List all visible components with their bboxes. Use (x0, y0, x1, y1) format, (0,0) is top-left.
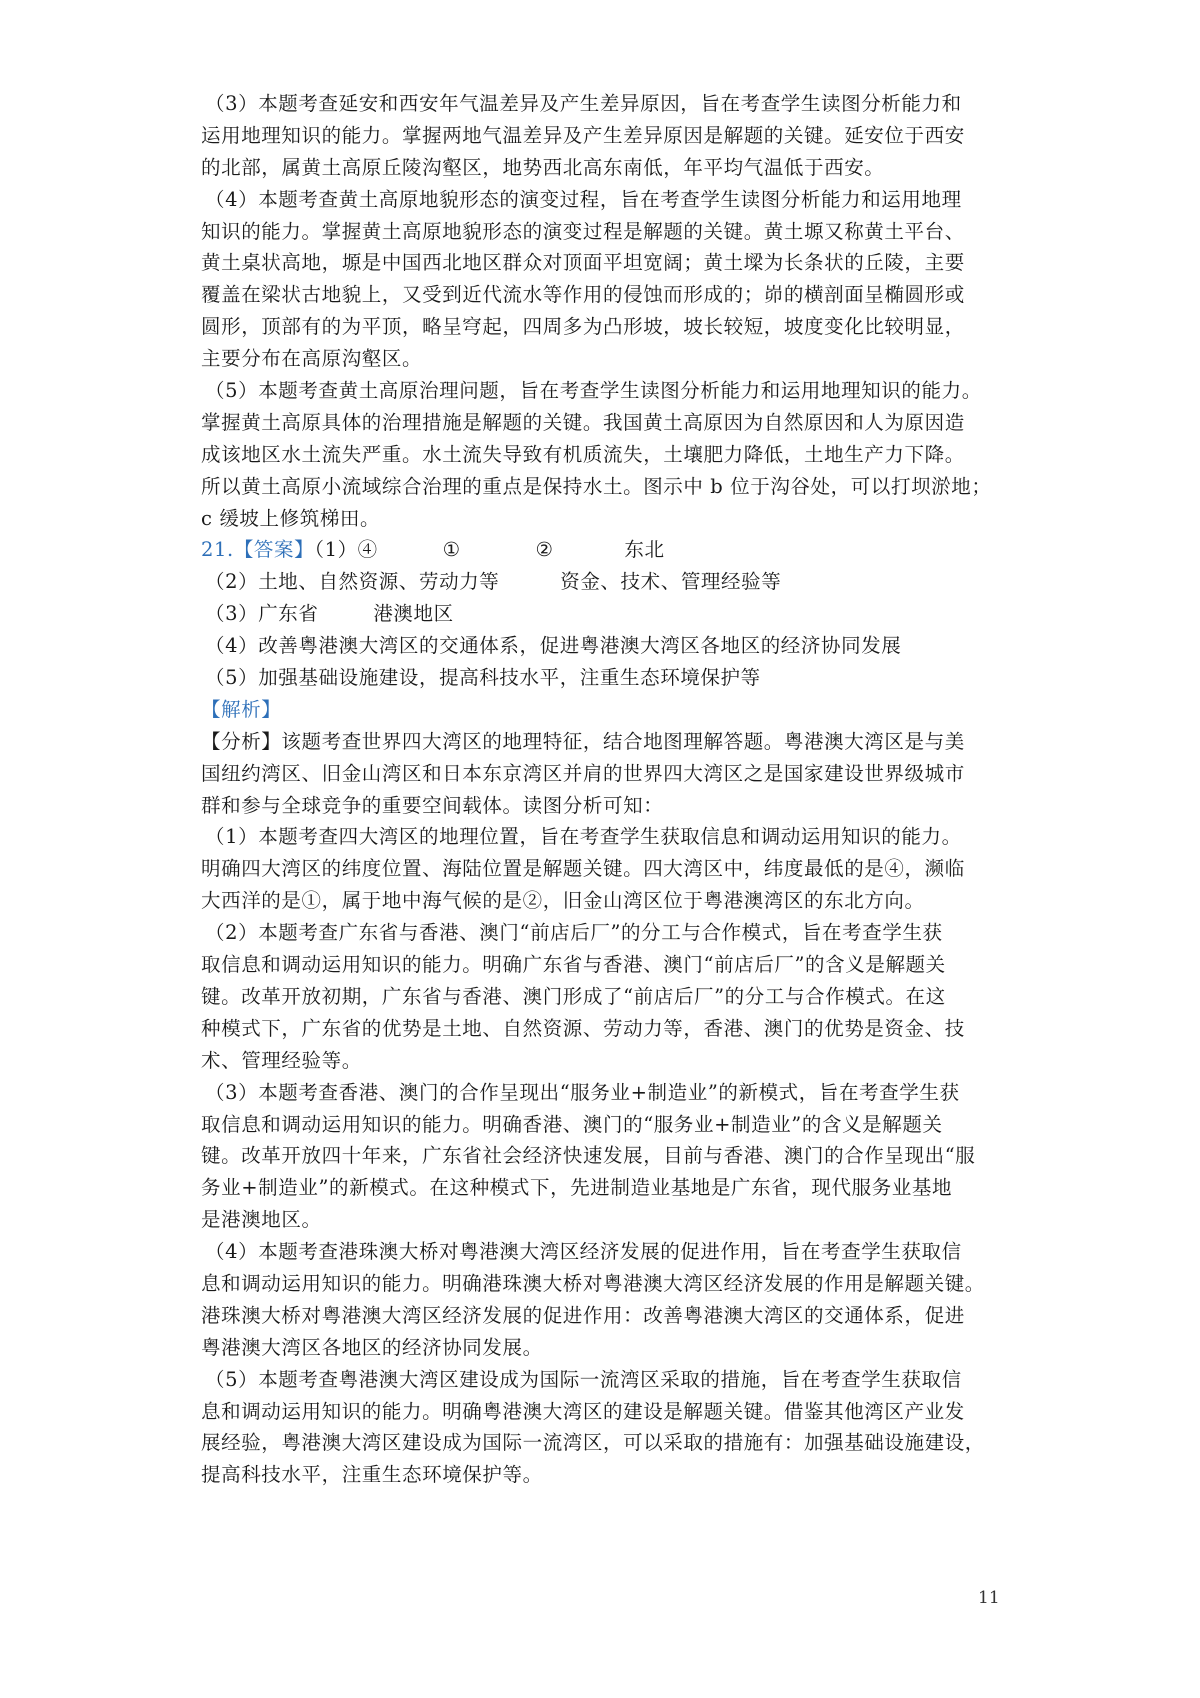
answer-tag: 【答案】 (233, 538, 315, 562)
text-line: 取信息和调动运用知识的能力。明确香港、澳门的“服务业+制造业”的含义是解题关 (201, 1112, 943, 1136)
text-line: 大西洋的是①，属于地中海气候的是②，旧金山湾区位于粤港澳湾区的东北方向。 (201, 889, 925, 913)
answer-1-d: 东北 (624, 538, 665, 562)
answer-line-5: （5）加强基础设施建设，提高科技水平，注重生态环境保护等 (205, 666, 761, 690)
answer-3-a: （3）广东省 (205, 602, 319, 626)
text-line: 种模式下，广东省的优势是土地、自然资源、劳动力等，香港、澳门的优势是资金、技 (201, 1016, 965, 1040)
text-line: 知识的能力。掌握黄土高原地貌形态的演变过程是解题的关键。黄土塬又称黄土平台、 (201, 219, 965, 243)
text-line: （1）本题考查四大湾区的地理位置，旨在考查学生获取信息和调动运用知识的能力。 (205, 825, 962, 849)
question-21 (201, 534, 1011, 1491)
answer-line-4: （4）改善粤港澳大湾区的交通体系，促进粤港澳大湾区各地区的经济协同发展 (205, 634, 902, 658)
text-line: 掌握黄土高原具体的治理措施是解题的关键。我国黄土高原因为自然原因和人为原因造 (201, 410, 965, 434)
answer-1-b: ① (442, 538, 461, 562)
text-line: 的北部，属黄土高原丘陵沟壑区，地势西北高东南低，年平均气温低于西安。 (201, 155, 885, 179)
answer-1-label: （1）④ (314, 538, 378, 562)
answer-line-2 (201, 566, 1011, 598)
text-line: 务业+制造业”的新模式。在这种模式下，先进制造业基地是广东省，现代服务业基地 (201, 1176, 953, 1200)
text-line: 覆盖在梁状古地貌上，又受到近代流水等作用的侵蚀而形成的；峁的横剖面呈椭圆形或 (201, 283, 965, 307)
text-line: 键。改革开放四十年来，广东省社会经济快速发展，目前与香港、澳门的合作呈现出“服 (201, 1144, 976, 1168)
analysis-heading (201, 694, 1011, 726)
text-line: 港珠澳大桥对粤港澳大湾区经济发展的促进作用：改善粤港澳大湾区的交通体系，促进 (201, 1303, 965, 1327)
text-line: 息和调动运用知识的能力。明确港珠澳大桥对粤港澳大湾区经济发展的作用是解题关键。 (201, 1271, 985, 1295)
text-line: 展经验，粤港澳大湾区建设成为国际一流湾区，可以采取的措施有：加强基础设施建设， (201, 1431, 985, 1455)
text-line: （5）本题考查粤港澳大湾区建设成为国际一流湾区采取的措施，旨在考查学生获取信 (205, 1367, 962, 1391)
answer-1-c: ② (535, 538, 554, 562)
text-line: 主要分布在高原沟壑区。 (201, 347, 423, 371)
question-20-analysis-tail (201, 88, 1011, 534)
text-line: （4）本题考查港珠澳大桥对粤港澳大湾区经济发展的促进作用，旨在考查学生获取信 (205, 1240, 962, 1264)
text-line: 成该地区水土流失严重。水土流失导致有机质流失，土壤肥力降低，土地生产力下降。 (201, 442, 965, 466)
text-line: （3）本题考查香港、澳门的合作呈现出“服务业+制造业”的新模式，旨在考查学生获 (205, 1080, 960, 1104)
answer-2-b: 资金、技术、管理经验等 (560, 570, 782, 594)
document-page (201, 88, 1011, 1491)
text-line: 息和调动运用知识的能力。明确粤港澳大湾区的建设是解题关键。借鉴其他湾区产业发 (201, 1399, 965, 1423)
text-line: 圆形，顶部有的为平顶，略呈穹起，四周多为凸形坡，坡长较短，坡度变化比较明显， (201, 315, 965, 339)
answer-2-a: （2）土地、自然资源、劳动力等 (205, 570, 500, 594)
text-line: 黄土桌状高地，塬是中国西北地区群众对顶面平坦宽阔；黄土墚为长条状的丘陵，主要 (201, 251, 965, 275)
text-line: c 缓坡上修筑梯田。 (201, 506, 381, 530)
analysis-tag: 【解析】 (201, 697, 282, 721)
text-line: 运用地理知识的能力。掌握两地气温差异及产生差异原因是解题的关键。延安位于西安 (201, 123, 965, 147)
answer-3-b: 港澳地区 (373, 602, 454, 626)
text-line: 术、管理经验等。 (201, 1048, 362, 1072)
analysis-body (201, 726, 1011, 1491)
text-line: （5）本题考查黄土高原治理问题，旨在考查学生读图分析能力和运用地理知识的能力。 (205, 379, 982, 403)
text-line: 国纽约湾区、旧金山湾区和日本东京湾区并肩的世界四大湾区之是国家建设世界级城市 (201, 761, 965, 785)
question-number: 21. (201, 538, 234, 562)
text-line: （2）本题考查广东省与香港、澳门“前店后厂”的分工与合作模式，旨在考查学生获 (205, 921, 943, 945)
answer-line-1 (201, 534, 1011, 566)
text-line: 【分析】该题考查世界四大湾区的地理特征，结合地图理解答题。粤港澳大湾区是与美 (201, 729, 965, 753)
page-number: 11 (978, 1588, 1000, 1608)
text-line: （4）本题考查黄土高原地貌形态的演变过程，旨在考查学生读图分析能力和运用地理 (205, 187, 962, 211)
text-line: 键。改革开放初期，广东省与香港、澳门形成了“前店后厂”的分工与合作模式。在这 (201, 984, 946, 1008)
answer-line-3 (201, 598, 1011, 630)
text-line: 粤港澳大湾区各地区的经济协同发展。 (201, 1335, 543, 1359)
text-line: 取信息和调动运用知识的能力。明确广东省与香港、澳门“前店后厂”的含义是解题关 (201, 953, 946, 977)
text-line: 明确四大湾区的纬度位置、海陆位置是解题关键。四大湾区中，纬度最低的是④，濒临 (201, 857, 965, 881)
text-line: 提高科技水平，注重生态环境保护等。 (201, 1463, 543, 1487)
text-line: （3）本题考查延安和西安年气温差异及产生差异原因，旨在考查学生读图分析能力和 (205, 92, 962, 115)
text-line: 群和参与全球竞争的重要空间载体。读图分析可知： (201, 793, 664, 817)
text-line: 是港澳地区。 (201, 1208, 322, 1232)
text-line: 所以黄土高原小流域综合治理的重点是保持水土。图示中 b 位于沟谷处，可以打坝淤地； (201, 474, 992, 498)
